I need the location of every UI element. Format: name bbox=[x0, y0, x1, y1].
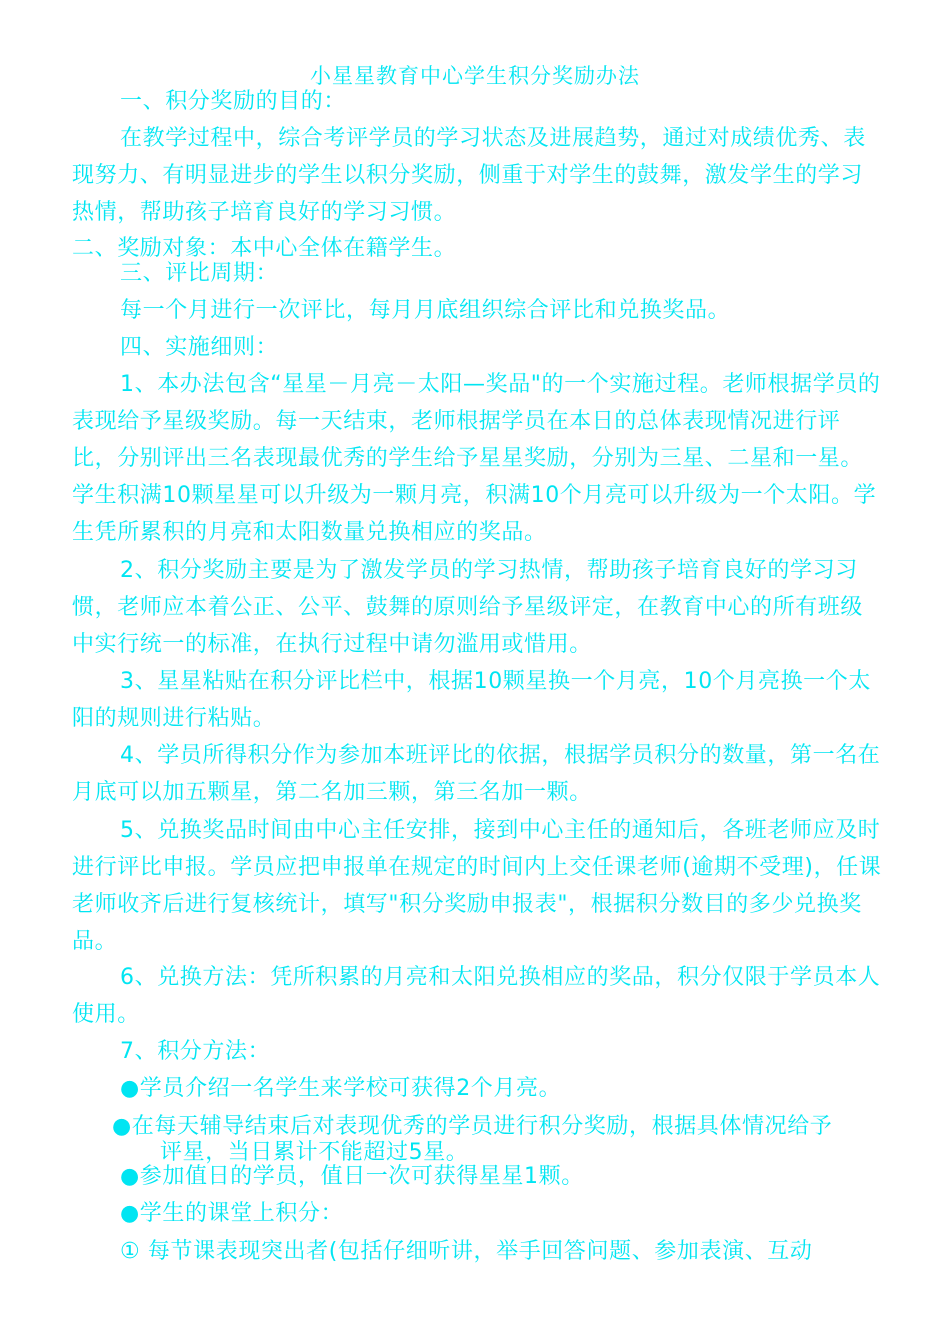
bullet-item-1 bbox=[120, 1074, 561, 1104]
section-1-body: 在教学过程中，综合考评学员的学习状态及进展趋势，通过对成绩优秀、表现努力、有明显进步的学生以积分奖励，侧重于对学生的鼓舞，激发学生的学习热情，帮助孩子培育良好的学习习惯。 bbox=[72, 126, 866, 225]
section-3-body: 每一个月进行一次评比，每月月底组织综合评比和兑换奖品。 bbox=[120, 298, 731, 323]
bullet-dot-icon: ● bbox=[120, 1076, 140, 1101]
bullet-item-1-text: 学员介绍一名学生来学校可获得2个月亮。 bbox=[139, 1076, 562, 1101]
bullet-item-4 bbox=[120, 1199, 343, 1229]
bullet-dot-icon: ● bbox=[112, 1114, 132, 1139]
bullet-item-3 bbox=[120, 1162, 584, 1192]
rule-item-1: 1、本办法包含“星星－月亮－太阳—奖品"的一个实施过程。老师根据学员的表现给予星级奖励。每一天结束，老师根据学员在本日的总体表现情况进行评比，分别评出三名表现最优秀的学生给予星星奖励，分别为三星、二星和一星。学生积满10颗星星可以升级为一颗月亮，积满10个月亮可以升级为一个太阳。学生凭所累积的月亮和太阳数量兑换相应的奖品。 bbox=[72, 372, 881, 545]
bullet-item-2-line-1: 在每天辅导结束后对表现优秀的学员进行积分奖励，根据具体情况给予 bbox=[131, 1114, 833, 1139]
document-title: 小星星教育中心学生积分奖励办法 bbox=[310, 64, 640, 88]
rule-item-3: 3、星星粘贴在积分评比栏中，根据10颗星换一个月亮，10个月亮换一个太阳的规则进行粘贴。 bbox=[72, 669, 871, 731]
bullet-item-4-text: 学生的课堂上积分： bbox=[139, 1201, 344, 1226]
section-2-line: 二、奖励对象：本中心全体在籍学生。 bbox=[72, 236, 457, 261]
section-1-heading: 一、积分奖励的目的： bbox=[120, 89, 347, 114]
section-4-heading: 四、实施细则： bbox=[120, 335, 279, 360]
bullet-item-3-text: 参加值日的学员，值日一次可获得星星1颗。 bbox=[139, 1164, 584, 1189]
rule-item-6: 6、兑换方法：凭所积累的月亮和太阳兑换相应的奖品，积分仅限于学员本人使用。 bbox=[72, 965, 881, 1027]
bullet-item-2 bbox=[112, 1114, 884, 1166]
bullet-dot-icon: ● bbox=[120, 1164, 140, 1189]
sub-item-1: ① 每节课表现突出者(包括仔细听讲，举手回答问题、参加表演、互动 bbox=[120, 1239, 813, 1264]
rule-item-7: 7、积分方法： bbox=[120, 1039, 271, 1064]
bullet-dot-icon: ● bbox=[120, 1201, 140, 1226]
section-3-heading: 三、评比周期： bbox=[120, 261, 279, 286]
rule-item-2: 2、积分奖励主要是为了激发学员的学习热情，帮助孩子培育良好的学习习惯，老师应本着公正、公平、鼓舞的原则给予星级评定，在教育中心的所有班级中实行统一的标准，在执行过程中请勿滥用或惜用。 bbox=[72, 558, 864, 657]
rule-item-4: 4、学员所得积分作为参加本班评比的依据，根据学员积分的数量，第一名在月底可以加五颗星，第二名加三颗，第三名加一颗。 bbox=[72, 743, 881, 805]
bullet-item-2-line-2: 评星，当日累计不能超过5星。 bbox=[160, 1140, 469, 1165]
rule-item-5: 5、兑换奖品时间由中心主任安排，接到中心主任的通知后，各班老师应及时进行评比申报。学员应把申报单在规定的时间内上交任课老师(逾期不受理)，任课老师收齐后进行复核统计，填写"积分奖励申报表"，根据积分数目的多少兑换奖品。 bbox=[72, 818, 882, 954]
